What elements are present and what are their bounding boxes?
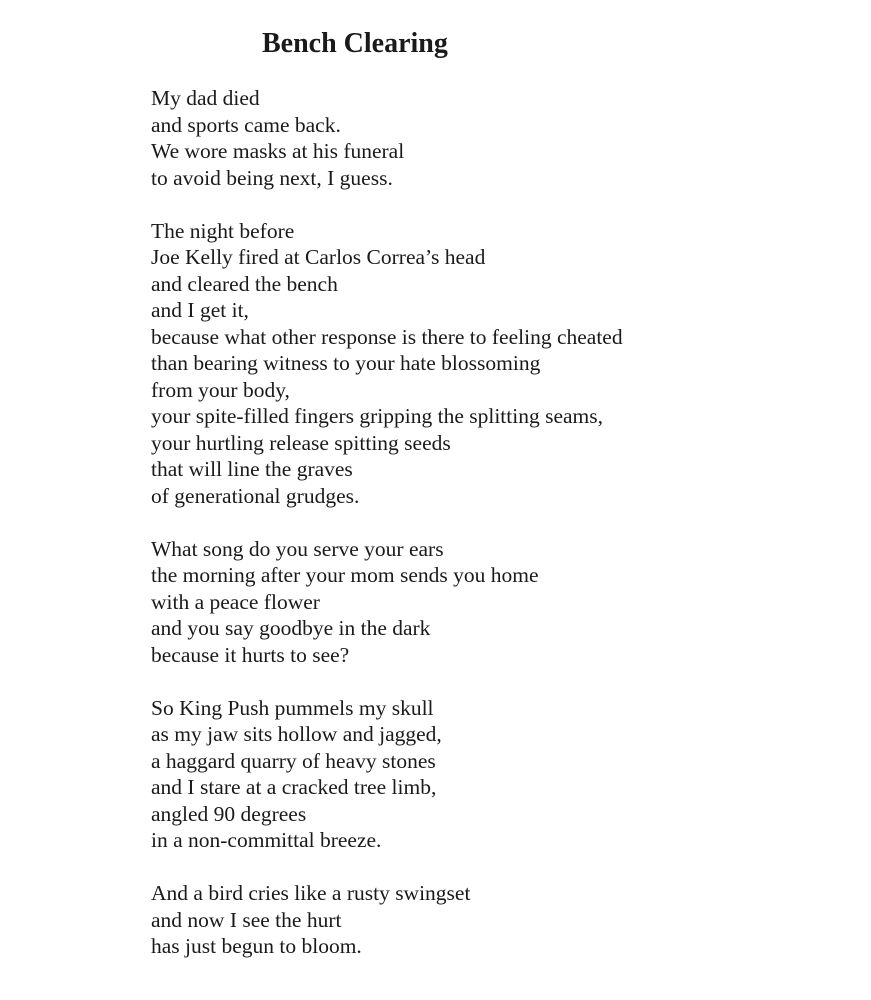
- stanza-1: [151, 85, 851, 191]
- poem-line: in a non-committal breeze.: [151, 828, 382, 852]
- poem-line: and now I see the hurt: [151, 907, 342, 932]
- poem-line: as my jaw sits hollow and jagged,: [151, 722, 442, 746]
- poem-line: your spite-filled fingers gripping the splitting seams,: [151, 404, 604, 428]
- poem-line: because what other response is there to feeling cheated: [151, 324, 623, 349]
- poem-line: And a bird cries like a rusty swingset: [151, 881, 471, 905]
- poem-line: a haggard quarry of heavy stones: [151, 748, 436, 773]
- poem-line: and sports came back.: [151, 112, 341, 137]
- poem-line: and you say goodbye in the dark: [151, 616, 431, 640]
- poem-line: The night before: [151, 218, 295, 243]
- poem-line: because it hurts to see?: [151, 642, 350, 667]
- poem-line: We wore masks at his funeral: [151, 139, 405, 163]
- poem-line: My dad died: [151, 86, 260, 110]
- poem-line: and cleared the bench: [151, 271, 338, 296]
- poem-line: and I stare at a cracked tree limb,: [151, 775, 437, 799]
- poem-title: Bench Clearing: [262, 28, 448, 59]
- stanza-2: [151, 218, 851, 510]
- poem-line: What song do you serve your ears: [151, 536, 444, 561]
- poem-line: has just begun to bloom.: [151, 934, 362, 958]
- poem-line: than bearing witness to your hate blossoming: [151, 351, 541, 375]
- poem-line: and I get it,: [151, 298, 249, 322]
- stanza-3: [151, 536, 851, 669]
- poem-line: to avoid being next, I guess.: [151, 165, 393, 190]
- poem-line: angled 90 degrees: [151, 801, 307, 826]
- poem-line: So King Push pummels my skull: [151, 695, 434, 720]
- stanza-5: [151, 880, 851, 960]
- poem-line: with a peace flower: [151, 589, 320, 614]
- poem-line: from your body,: [151, 377, 290, 402]
- poem-line: Joe Kelly fired at Carlos Correa’s head: [151, 245, 486, 269]
- poem-body: [151, 85, 851, 986]
- poem-line: of generational grudges.: [151, 483, 360, 508]
- poem-line: that will line the graves: [151, 457, 353, 481]
- stanza-4: [151, 695, 851, 854]
- poem-line: the morning after your mom sends you home: [151, 563, 539, 587]
- poem-line: your hurtling release spitting seeds: [151, 430, 451, 455]
